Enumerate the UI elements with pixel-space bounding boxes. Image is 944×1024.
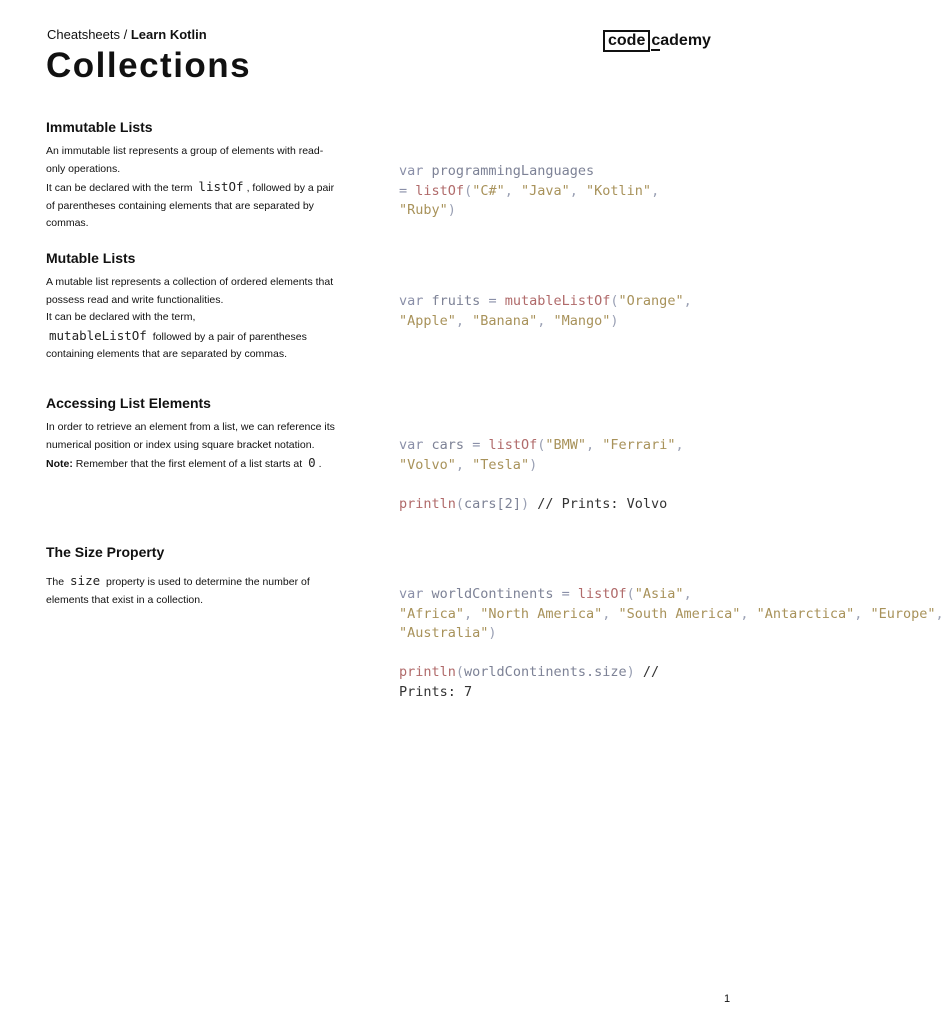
code-block-mutable: var fruits = mutableListOf("Orange", "Apple", "Banana", "Mango") (399, 293, 692, 329)
inline-code: size (70, 573, 101, 588)
breadcrumb-separator: / (120, 27, 131, 42)
page-title: Collections (46, 46, 252, 85)
section-size-property (46, 544, 336, 609)
breadcrumb-current[interactable]: Learn Kotlin (130, 27, 207, 42)
section-title: The Size Property (46, 544, 165, 560)
inline-code: listOf (198, 179, 244, 194)
inline-code: mutableListOf (49, 327, 147, 343)
section-accessing-list-elements (46, 395, 336, 474)
section-mutable-lists (46, 250, 336, 364)
page-number: 1 (724, 993, 731, 1005)
breadcrumb-parent-link[interactable]: Cheatsheets (47, 27, 120, 42)
codecademy-logo[interactable] (603, 30, 711, 52)
inline-code: 0 (308, 455, 316, 470)
section-text: A mutable list represents a collection of ordered elements that possess read and write functionalities. (46, 276, 334, 306)
section-title: Mutable Lists (46, 250, 136, 266)
section-title: Immutable Lists (46, 119, 153, 135)
logo-rest-text: cademy (651, 32, 711, 49)
section-text: An immutable list represents a group of elements with read-only operations. (46, 145, 324, 175)
section-title: Accessing List Elements (46, 395, 211, 411)
code-block-accessing: var cars = listOf("BMW", "Ferrari", "Volvo", "Tesla") println(cars[2]) // Prints: Volvo (399, 437, 684, 512)
section-note: Note: Remember that the first element of a list starts at 0 . (46, 455, 322, 470)
logo-box-text: code (603, 30, 650, 52)
section-text: In order to retrieve an element from a list, we can reference its numerical position or index using square bracket notation. (46, 421, 335, 451)
section-text: The size property is used to determine the number of elements that exist in a collection. (46, 573, 310, 606)
section-text: mutableListOf followed by a pair of parentheses containing elements that are separated by commas. (46, 327, 307, 360)
section-text: It can be declared with the term listOf , followed by a pair of parentheses containing elements that are separated by commas. (46, 179, 335, 229)
code-block-immutable: var programmingLanguages = listOf("C#", "Java", "Kotlin", "Ruby") (399, 163, 660, 218)
section-text: It can be declared with the term, (46, 311, 196, 323)
section-immutable-lists (46, 119, 336, 233)
code-block-size: var worldContinents = listOf("Asia", "Africa", "North America", "South America", "Antarctica", "Europe", "Australia") println(worldContinents.size) // Prints: 7 (399, 586, 944, 700)
breadcrumb (47, 27, 207, 42)
